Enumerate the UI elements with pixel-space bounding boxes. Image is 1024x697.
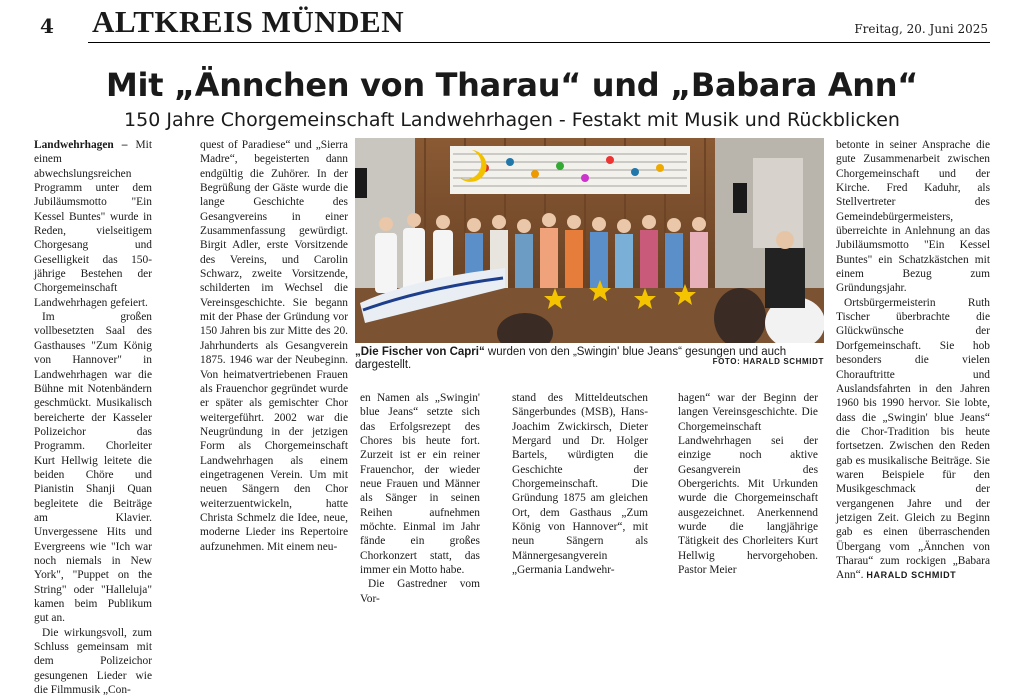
lead-text: Mit einem abwechslungsreichen Programm unter dem Jubiläumsmotto "Ein Kessel Buntes" wurde in Reden, vielseitigem Chorgesang und Geselligkeit das 150-jährige Bestehen der Chorgemeinschaft Landwehrhagen gefeiert. bbox=[34, 139, 152, 309]
paragraph bbox=[836, 296, 990, 583]
header-rule bbox=[88, 42, 990, 43]
lead-paragraph bbox=[34, 138, 152, 310]
column-2 bbox=[200, 138, 348, 554]
subheadline: 150 Jahre Chorgemeinschaft Landwehrhagen - Festakt mit Musik und Rückblicken bbox=[124, 109, 900, 131]
column-6 bbox=[836, 138, 990, 583]
author-byline: HARALD SCHMIDT bbox=[866, 570, 957, 581]
paragraph: Im großen vollbesetzten Saal des Gasthauses "Zum König von Hannover" in Landwehrhagen war die Bühne mit Notenbändern geschmückt. Musikalisch bereicherte der Kasseler Polizeichor das Programm. Chorleiter Kurt Hellwig leitete die beiden Chöre und Pianistin Shanji Quan begleitete die Beiträge am Klavier. Unvergessene Hits und Evergreens wie "Ich war noch niemals in New York", "Puppet on the String" oder "Halleluja" kamen beim Publikum gut an. bbox=[34, 311, 152, 625]
photo-credit: FOTO: HARALD SCHMIDT bbox=[712, 357, 824, 366]
column-1 bbox=[34, 138, 152, 697]
paragraph-text: Ortsbürgermeisterin Ruth Tischer überbrachte die Glückwünsche der Dorfgemeinschaft. Sie hob besonders die vielen Chorauftritte und Auslandsfahrten in den Jahren 1960 bis 1990 hervor. Sie lobte, dass die „Swingin' blue Jeans“ die Chor-Tradition bis heute fortsetzen. Zwischen den Reden gab es musikalische Beiträge. Sie waren Beispiele für den Musikgeschmack der vergangenen Jahre und der jetzigen Zeit. Gleich zu Beginn gab es einen überraschenden Übergang vom „Ännchen von Tharau“ zum rockigen „Babara Ann“. bbox=[836, 296, 990, 582]
column-3 bbox=[360, 391, 480, 606]
dateline: Landwehrhagen – bbox=[34, 139, 136, 151]
paragraph: stand des Mitteldeutschen Sängerbundes (MSB), Hans-Joachim Zwickirsch, Dieter Mergard und Dr. Holger Bartels, würdigten die Geschichte der Chorgemeinschaft. Die Gründung 1875 am gleichen Ort, dem Gasthaus „Zum König von Hannover“, mit neun Sängern als Männergesangverein „Germania Landwehr- bbox=[512, 392, 648, 577]
caption-text: wurden von den „Swingin' blue Jeans“ gesungen und auch dargestellt. bbox=[355, 346, 787, 371]
paragraph: betonte in seiner Ansprache die gute Zusammenarbeit zwischen Chorgemeinschaft und der Kirche. Fred Kaduhr, als Stellvertreter des Gemeindebürgermeisters, überreichte in Anlehnung an das Jubiläumsmotto "Ein Kessel Buntes" ein Schatzkästchen mit einem Bezug zum Gründungsjahr. bbox=[836, 139, 990, 295]
choir-photo-illustration bbox=[355, 138, 824, 343]
paragraph: en Namen als „Swingin' blue Jeans“ setzte sich das Erfolgsrezept des Chores bis heute fort. Zurzeit ist er ein reiner Frauenchor, der wieder neue Frauen und Männer als Sänger in seinen Reihen aufnehmen möchte. Einmal im Jahr fände ein großes Chorkonzert statt, das immer ein Motto habe. bbox=[360, 392, 480, 577]
headline: Mit „Ännchen von Tharau“ und „Babara Ann“ bbox=[106, 66, 918, 104]
choir-photo bbox=[355, 138, 824, 343]
column-5 bbox=[678, 391, 818, 577]
paragraph: Die wirkungsvoll, zum Schluss gemeinsam mit dem Polizeichor gesungenen Lieder wie die Filmmusik „Con- bbox=[34, 626, 152, 697]
paragraph: quest of Paradiese“ und „Sierra Madre“, begeisterten dann endgültig die Zuhörer. In der Begrüßung der Gäste wurde die lange Geschichte des Gesangvereins in einer Zusammenfassung gewürdigt. Birgit Adler, erste Vorsitzende des Vereins, und Carolin Schwarz, zweite Vorsitzende, schilderten im Wechsel die Vereinsgeschichte. Sie begann mit der Phase der Gründung vor 150 Jahren bis zur Mitte des 20. Jahrhunderts als Gesangverein 1875. 1946 war der Neubeginn. Von heimatvertriebenen Frauen als Frauenchor gegründet wurde er später als gemischter Chor weitergeführt. 2002 war die Neugründung in der jetzigen Form als Chorgemeinschaft Landwehrhagen als einem eingetragenen Verein. Um mit neuen Sängern den Chor weiterzuentwickeln, hatte Christa Schmelz die Idee, neue, moderne Lieder ins Repertoire aufzunehmen. Mit einem neu- bbox=[200, 139, 348, 553]
paragraph: Die Gastredner vom Vor- bbox=[360, 578, 480, 605]
paragraph: hagen“ war der Beginn der langen Vereinsgeschichte. Die Chorgemeinschaft Landwehrhagen sei der einzige noch aktive Gesangverein des Obergerichts. Mit Urkunden wurde die Chorgemeinschaft ausgezeichnet. Anerkennend wurde die langjährige Tätigkeit des Chorleiters Kurt Hellwig hervorgehoben. Pastor Meier bbox=[678, 392, 818, 577]
column-4 bbox=[512, 391, 648, 577]
section-title: ALTKREIS MÜNDEN bbox=[92, 4, 405, 39]
page-number: 4 bbox=[40, 14, 54, 38]
caption-title: „Die Fischer von Capri“ bbox=[355, 346, 485, 358]
issue-date: Freitag, 20. Juni 2025 bbox=[854, 22, 988, 36]
